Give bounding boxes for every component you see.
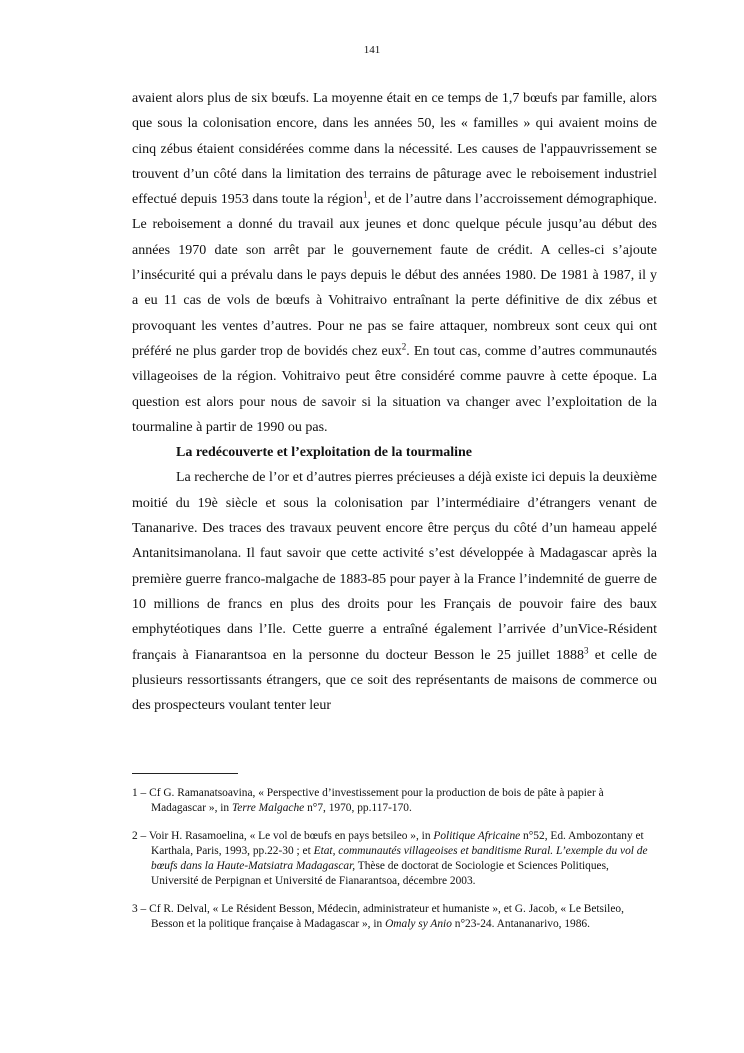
footnote-2-journal: Politique Africaine — [433, 829, 521, 842]
paragraph-1-text-a: avaient alors plus de six bœufs. La moyenne était en ce temps de 1,7 bœufs par famille, alors que sous la colonisation encore, dans les années 50, les « familles » qui avaient moins de cinq zébus étaient considérées comme dans la nécessité. Les causes de l'appauvrissement se trouvent d’un côté dans la limitation des terrains de pâturage avec le reboisement industriel effectué depuis 1953 dans toute la région — [132, 91, 657, 208]
paragraph-1-text-b: , et de l’autre dans l’accroissement démographique. Le reboisement a donné du travail aux jeunes et donc quelque pécule jusqu’au début des années 1970 date son arrêt par le gouvernement faute de crédit. A celles-ci s’ajoute l’insécurité qui a prévalu dans le pays depuis le début des années 1980. De 1981 à 1987, il y a eu 11 cas de vols de bœufs à Vohitraivo entraînant la perte définitive de dix zébus et provoquant les ventes d’autres. Pour ne pas se faire attaquer, nombreux sont ceux qui ont préféré ne plus garder trop de bovidés chez eux — [132, 192, 657, 359]
footnotes — [132, 786, 657, 944]
footnote-ref-2[interactable]: 2 — [401, 341, 407, 352]
footnote-1 — [132, 786, 657, 817]
footnote-2-thesis-title: Etat, communautés villageoises et banditisme Rural. L’exemple du vol de bœufs dans la Haute-Matsiatra Madagascar, — [151, 844, 648, 873]
footnote-3-text: Cf R. Delval, « Le Résident Besson, Médecin, administrateur et humaniste », et G. Jacob, « Le Betsileo, Besson et la politique française à Madagascar », in — [149, 902, 624, 931]
paragraph-1-text-c: . En tout cas, comme d’autres communautés villageoises de la région. Vohitraivo peut être considéré comme pauvre à cette époque. La question est alors pour nous de savoir si la situation va changer avec l’exploitation de la tourmaline à partir de 1990 ou pas. — [132, 343, 657, 435]
main-body-text — [132, 86, 657, 718]
section-heading: La redécouverte et l’exploitation de la tourmaline — [176, 445, 473, 461]
paragraph-2 — [132, 465, 657, 718]
footnote-1-marker: 1 – — [132, 787, 150, 799]
paragraph-2-text-b: et celle de plusieurs ressortissants étrangers, que ce soit des représentants de maisons de commerce ou des prospecteurs voulant tenter leur — [132, 647, 657, 714]
footnote-2-text-end: Thèse de doctorat de Sociologie et Sciences Politiques, Université de Perpignan et Université de Fianarantsoa, décembre 2003. — [151, 860, 609, 888]
footnote-1-text: Cf G. Ramanatsoavina, « Perspective d’investissement pour la production de bois de pâte à papier à Madagascar », in — [149, 787, 604, 815]
footnote-3-marker: 3 – — [132, 902, 150, 915]
footnote-2-text-mid: n°52, Ed. Ambozontany et Karthala, Paris, 1993, pp.22-30 ; et — [151, 829, 644, 857]
footnote-3 — [132, 902, 657, 933]
footnote-1-text-end: n°7, 1970, pp.117-170. — [304, 802, 412, 815]
footnote-separator — [132, 773, 238, 774]
footnote-1-journal: Terre Malgache — [231, 802, 305, 815]
footnote-2-text: Voir H. Rasamoelina, « Le vol de bœufs en pays betsileo », in — [148, 829, 434, 842]
footnote-ref-3[interactable]: 3 — [584, 644, 589, 655]
footnote-2-marker: 2 – — [132, 829, 149, 842]
footnote-3-journal: Omaly sy Anio — [385, 918, 452, 931]
footnote-2 — [132, 829, 657, 890]
paragraph-2-text-a: La recherche de l’or et d’autres pierres précieuses a déjà existe ici depuis la deuxième moitié du 19è siècle et sous la colonisation par l’intermédiaire d’étrangers venant de Tananarive. Des traces des travaux peuvent encore être perçus du côté d’un hameau appelé Antanitsimanolana. Il faut savoir que cette activité s’est développée à Madagascar après la première guerre franco-malgache de 1883-85 pour payer à la France l’indemnité de guerre de 10 millions de francs en plus des droits pour les Français de pouvoir faire des baux emphytéotiques dans l’Ile. Cette guerre a entraîné également l’arrivée d’unVice-Résident français à Fianarantsoa en la personne du docteur Besson le 25 juillet 1888 — [132, 470, 657, 663]
paragraph-1 — [132, 86, 657, 440]
page-number: 141 — [363, 44, 381, 56]
footnote-3-text-end: n°23-24. Antananarivo, 1986. — [451, 918, 590, 931]
footnote-ref-1[interactable]: 1 — [362, 189, 368, 200]
